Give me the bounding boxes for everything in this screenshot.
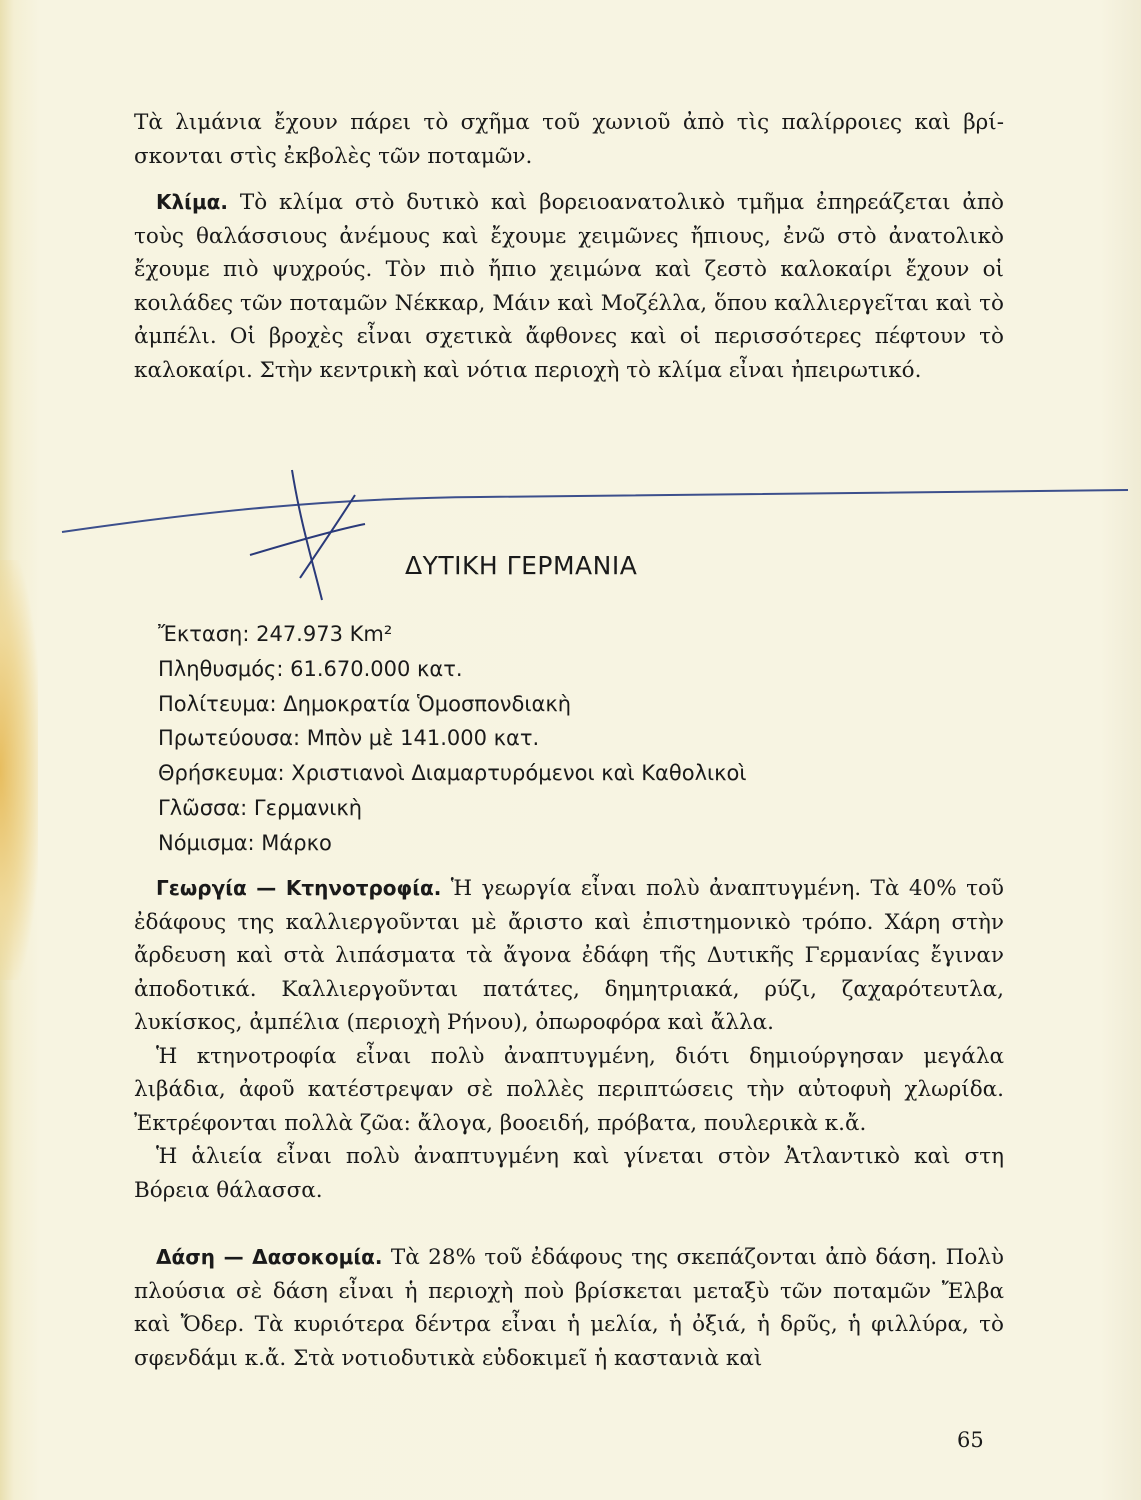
pen-marks <box>0 0 1141 620</box>
forestry-heading: Δάση — Δασοκομία. <box>156 1245 383 1269</box>
facts-list <box>158 617 746 861</box>
section-title: ΔΥΤΙΚΗ ΓΕΡΜΑΝΙΑ <box>405 551 638 580</box>
forestry-section <box>134 1241 1004 1375</box>
pen-line <box>62 490 1128 532</box>
fact-capital: Πρωτεύουσα: Μπὸν μὲ 141.000 κατ. <box>158 726 540 751</box>
forestry-text: Τὰ 28% τοῦ ἐδάφους της σκεπάζονται ἀπὸ δάση. Πολὺ πλούσια σὲ δάση εἶναι ἡ περιοχὴ ποὺ βρίσκεται μεταξὺ τῶν ποταμῶν Ἔλβα καὶ Ὄδερ. Τὰ κυριότερα δέντρα εἶναι ἡ μελία, ἡ ὀξιά, ἡ δρῦς, ἡ φιλλύρα, τὸ σφενδάμι κ.ἄ. Στὰ νοτιοδυτικὰ εὐδοκιμεῖ ἡ καστανιὰ καὶ <box>134 1245 1004 1371</box>
fact-currency: Νόμισμα: Μάρκο <box>158 830 332 855</box>
harbors-text: Τὰ λιμάνια ἔχουν πάρει τὸ σχῆμα τοῦ χωνιοῦ ἀπὸ τὶς παλίρροιες καὶ βρίσκονται στὶς ἐκβολὲς τῶν ποταμῶν. <box>134 110 1004 169</box>
agriculture-section <box>134 872 1004 1207</box>
climate-text: Τὸ κλίμα στὸ δυτικὸ καὶ βορειοανατολικὸ τμῆμα ἐπηρεάζεται ἀπὸ τοὺς θαλάσσιους ἀνέμους καὶ ἔχουμε χειμῶνες ἤπιους, ἐνῶ στὸ ἀνατολικὸ ἔχουμε πιὸ ψυχρούς. Τὸν πιὸ ἤπιο χειμώνα καὶ ζεστὸ καλοκαίρι ἔχουν οἱ κοιλάδες τῶν ποταμῶν Νέκκαρ, Μάιν καὶ Μοζέλλα, ὅπου καλλιεργεῖται καὶ τὸ ἀμπέλι. Οἱ βροχὲς εἶναι σχετικὰ ἄφθονες καὶ οἱ περισσότερες πέφτουν τὸ καλοκαίρι. Στὴν κεντρικὴ καὶ νότια περιοχὴ τὸ κλίμα εἶναι ἠπειρωτικό. <box>134 190 1004 383</box>
fact-area: Ἔκταση: 247.973 Km² <box>158 622 393 646</box>
page-number: 65 <box>957 1428 984 1452</box>
pen-cross-stroke-3 <box>300 495 355 578</box>
climate-heading: Κλίμα. <box>156 190 229 214</box>
water-stain <box>0 560 38 980</box>
agriculture-text: Ἡ γεωργία εἶναι πολὺ ἀναπτυγμένη. Τὰ 40% τοῦ ἐδάφους της καλλιεργοῦνται μὲ ἄριστο καὶ ἐπιστημονικὸ τρόπο. Χάρη στὴν ἄρδευση καὶ στὰ λιπάσματα τὰ ἄγονα ἐδάφη τῆς Δυτικῆς Γερμανίας ἔγιναν ἀποδοτικά. Καλλιεργοῦνται πατάτες, δημητριακά, ρύζι, ζαχαρότευτλα, λυκίσκος, ἀμπέλια (περιοχὴ Ρήνου), ὀπωροφόρα καὶ ἄλλα. <box>134 876 1004 1035</box>
livestock-text: Ἡ κτηνοτροφία εἶναι πολὺ ἀναπτυγμένη, διότι δημιούργησαν μεγάλα λιβάδια, ἀφοῦ κατέστρεψαν σὲ πολλὲς περιπτώσεις τὴν αὐτοφυὴ χλωρίδα. Ἐκτρέφονται πολλὰ ζῶα: ἄλογα, βοοειδή, πρόβατα, πουλερικὰ κ.ἄ. <box>134 1043 1004 1136</box>
fishing-text: Ἡ ἁλιεία εἶναι πολὺ ἀναπτυγμένη καὶ γίνεται στὸν Ἀτλαντικὸ καὶ στη Βόρεια θάλασσα. <box>134 1144 1004 1203</box>
fact-religion: Θρήσκευμα: Χριστιανοὶ Διαμαρτυρόμενοι καὶ Καθολικοὶ <box>158 761 747 786</box>
fact-population: Πληθυσμός: 61.670.000 κατ. <box>158 656 463 681</box>
fact-language: Γλῶσσα: Γερμανικὴ <box>158 795 363 820</box>
fact-government: Πολίτευμα: Δημοκρατία Ὁμοσπονδιακὴ <box>158 691 572 716</box>
agriculture-heading: Γεωργία — Κτηνοτροφία. <box>156 876 442 900</box>
